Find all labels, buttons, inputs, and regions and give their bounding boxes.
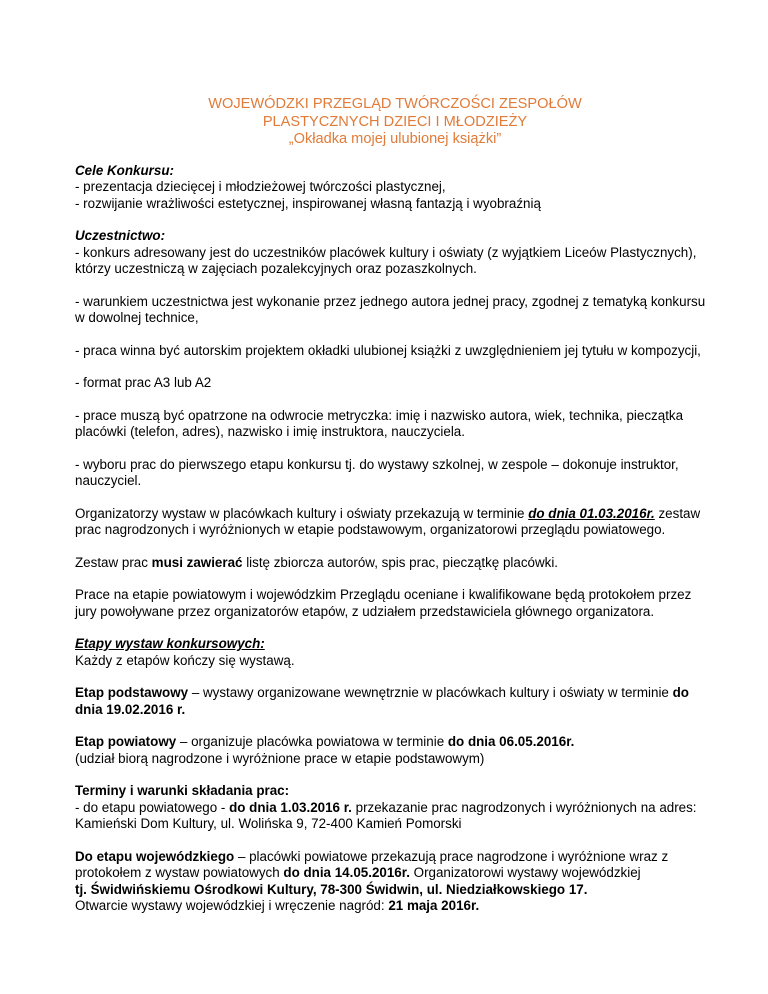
set-bold: musi zawierać [151, 554, 243, 570]
terms-heading: Terminy i warunki składania prac: [75, 783, 290, 798]
organizers-paragraph [75, 506, 715, 539]
participation-text-1: - konkurs adresowany jest do uczestników placówek kultury i oświaty (z wyjątkiem Liceów Plastycznych), którzy uczestniczą w zajęciach pozalekcyjnych oraz pozaszkolnych. [75, 244, 697, 276]
goals-item-2: - rozwijanie wrażliwości estetycznej, inspirowanej własną fantazją i wyobraźnią [75, 195, 541, 211]
goals-heading: Cele Konkursu: [75, 162, 174, 178]
jury-paragraph: Prace na etapie powiatowym i wojewódzkim Przeglądu oceniane i kwalifikowane będą protokołem przez jury powoływane przez organizatorów etapów, z udziałem przedstawiciela głównego organizatora. [75, 587, 692, 619]
stage-county-name: Etap powiatowy [75, 734, 177, 749]
participation-text-5: - prace muszą być opatrzone na odwrocie metryczka: imię i nazwisko autora, wiek, technika, pieczątka placówki (telefon, adres), nazwisko i imię instruktora, nauczyciela. [75, 407, 684, 439]
stages-section [75, 636, 715, 669]
voivodeship-address: tj. Świdwińskiemu Ośrodkowi Kultury, 78-300 Świdwin, ul. Niedziałkowskiego 17. [75, 881, 588, 897]
terms-text-before: - do etapu powiatowego - [75, 799, 230, 815]
participation-text-2: - warunkiem uczestnictwa jest wykonanie przez jednego autora jednej pracy, zgodnej z tematyką konkursu w dowolnej technice, [75, 293, 706, 325]
terms-text-after: przekazanie prac nagrodzonych i wyróżnionych na adres: Kamieński Dom Kultury, ul. Wolińska 9, 72-400 Kamień Pomorski [75, 799, 697, 831]
stage-basic-text: – wystawy organizowane wewnętrznie w placówkach kultury i oświaty w terminie [188, 685, 673, 700]
organizers-deadline: do dnia 01.03.2016r. [528, 505, 655, 521]
stage-county-note: (udział biorą nagrodzone i wyróżnione prace w etapie podstawowym) [75, 750, 485, 766]
participation-text-6: - wyboru prac do pierwszego etapu konkursu tj. do wystawy szkolnej, w zespole – dokonuje instruktor, nauczyciel. [75, 456, 679, 488]
participation-text-3: - praca winna być autorskim projektem okładki ulubionej książki z uwzględnieniem jej tytułu w kompozycji, [75, 342, 701, 358]
goals-item-1: - prezentacja dziecięcej i młodzieżowej twórczości plastycznej, [75, 179, 446, 194]
stage-basic-date: do dnia 19.02.2016 r. [75, 685, 689, 717]
organizers-text-before: Organizatorzy wystaw w placówkach kultury i oświaty przekazują w terminie [75, 505, 529, 521]
voivodeship-date: do dnia 14.05.2016r. [283, 865, 410, 880]
stage-basic-paragraph [75, 685, 715, 718]
organizers-text-after: zestaw prac nagrodzonych i wyróżnionych w etapie podstawowym, organizatorowi przeglądu powiatowego. [75, 505, 701, 537]
voivodeship-paragraph [75, 849, 715, 915]
stage-county-paragraph [75, 734, 715, 767]
stages-intro: Każdy z etapów kończy się wystawą. [75, 652, 295, 668]
stages-heading: Etapy wystaw konkursowych: [75, 636, 265, 651]
title-line-2: PLASTYCZNYCH DZIECI I MŁODZIEŻY [262, 113, 528, 130]
stage-basic-name: Etap podstawowy [75, 685, 189, 700]
set-text-after: listę zbiorcza autorów, spis prac, pieczątkę placówki. [242, 554, 559, 570]
set-paragraph [75, 555, 715, 572]
document-page [75, 96, 715, 931]
stage-county-text: – organizuje placówka powiatowa w terminie [176, 734, 448, 749]
terms-section [75, 783, 715, 833]
participation-heading: Uczestnictwo: [75, 228, 166, 243]
title-line-3: „Okładka mojej ulubionej książki” [288, 131, 502, 147]
voivodeship-name: Do etapu wojewódzkiego [75, 848, 235, 864]
set-text-before: Zestaw prac [75, 554, 152, 570]
participation-text-4: - format prac A3 lub A2 [75, 375, 212, 390]
voivodeship-text-2: Organizatorowi wystawy wojewódzkiej [409, 865, 641, 880]
voivodeship-opening-date: 21 maja 2016r. [388, 898, 480, 913]
voivodeship-text-1: – placówki powiatowe przekazują prace nagrodzone i wyróżnione wraz z protokołem z wystaw powiatowych [75, 848, 669, 880]
terms-date: do dnia 1.03.2016 r. [229, 799, 352, 815]
participation-section [75, 228, 715, 278]
goals-section [75, 163, 715, 213]
document-title [75, 96, 715, 149]
title-line-1: WOJEWÓDZKI PRZEGLĄD TWÓRCZOŚCI ZESPOŁÓW [208, 96, 582, 112]
voivodeship-opening-label: Otwarcie wystawy wojewódzkiej i wręczenie nagród: [75, 898, 389, 913]
stage-county-date: do dnia 06.05.2016r. [447, 734, 575, 749]
